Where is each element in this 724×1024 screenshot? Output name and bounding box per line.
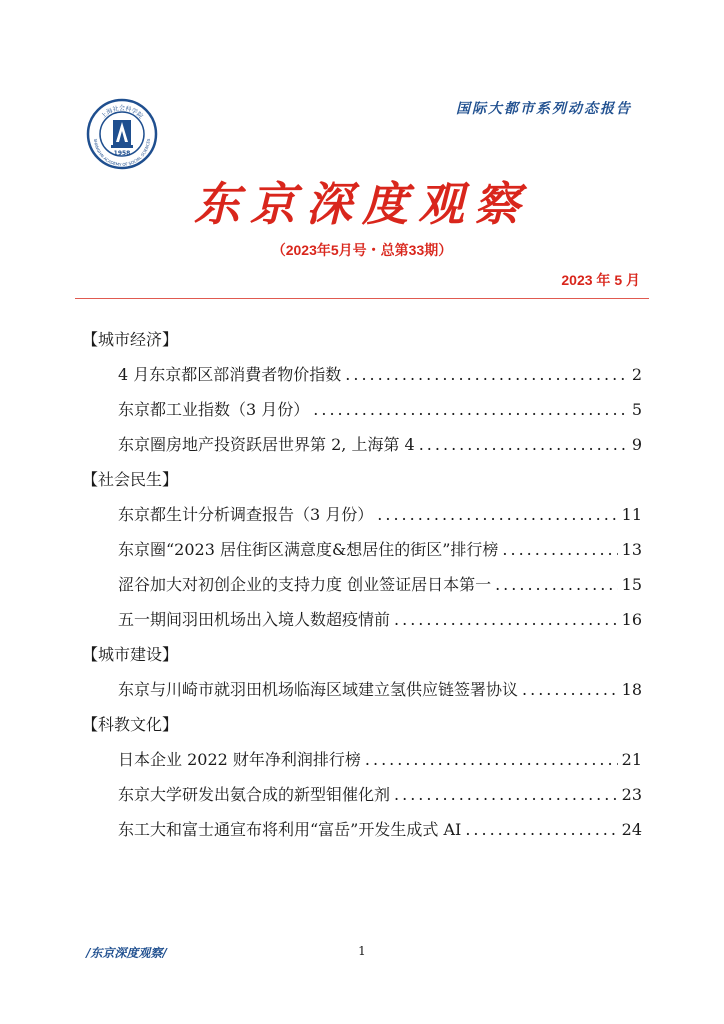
toc-entry[interactable]: [82, 567, 642, 602]
toc-entry-title: 东京都生计分析调查报告（3 月份）: [118, 505, 374, 524]
table-of-contents: [82, 322, 642, 847]
toc-entry-page: 21: [621, 750, 642, 769]
toc-section-heading: 【城市建设】: [82, 645, 179, 664]
toc-entry-title: 五一期间羽田机场出入境人数超疫情前: [118, 610, 391, 629]
toc-entry-title: 4 月东京都区部消費者物价指数: [118, 365, 342, 384]
header-divider: [75, 298, 649, 299]
toc-leader-dots: [495, 567, 618, 602]
toc-entry[interactable]: [82, 812, 642, 847]
academy-seal-icon: [86, 98, 158, 170]
toc-entry[interactable]: [82, 427, 642, 462]
toc-leader-dots: [394, 602, 618, 637]
toc-entry-title: 东京圈“2023 居住街区满意度&想居住的街区”排行榜: [118, 540, 499, 559]
toc-entry-page: 11: [621, 505, 642, 524]
toc-entry-title: 日本企业 2022 财年净利润排行榜: [118, 750, 361, 769]
toc-entry[interactable]: [82, 497, 642, 532]
toc-entry-page: 15: [621, 575, 642, 594]
toc-entry-page: 9: [631, 435, 642, 454]
toc-leader-dots: [313, 392, 628, 427]
toc-entry[interactable]: [82, 357, 642, 392]
toc-section-heading: 【科教文化】: [82, 715, 179, 734]
toc-entry-title: 东京都工业指数（3 月份）: [118, 400, 310, 419]
toc-leader-dots: [522, 672, 618, 707]
toc-entry-page: 24: [621, 820, 642, 839]
toc-entry-title: 东工大和富士通宣布将利用“富岳”开发生成式 AI: [118, 820, 462, 839]
footer-label: /东京深度观察/: [86, 946, 167, 960]
toc-leader-dots: [465, 812, 617, 847]
toc-entry-page: 16: [621, 610, 642, 629]
toc-entry[interactable]: [82, 532, 642, 567]
toc-leader-dots: [377, 497, 617, 532]
toc-entry[interactable]: [82, 392, 642, 427]
toc-leader-dots: [365, 742, 618, 777]
publication-date: 2023 年 5 月: [561, 272, 640, 288]
toc-entry-page: 2: [631, 365, 642, 384]
logo-top-text: 上海社会科学院: [99, 105, 145, 121]
toc-leader-dots: [345, 357, 628, 392]
toc-entry[interactable]: [82, 777, 642, 812]
toc-section-heading: 【社会民生】: [82, 470, 179, 489]
toc-entry-page: 18: [621, 680, 642, 699]
toc-leader-dots: [502, 532, 617, 567]
toc-section-heading: 【城市经济】: [82, 330, 179, 349]
toc-entry[interactable]: [82, 742, 642, 777]
toc-entry[interactable]: [82, 672, 642, 707]
toc-entry-page: 5: [631, 400, 642, 419]
toc-entry-title: 东京与川崎市就羽田机场临海区域建立氢供应链签署协议: [118, 680, 519, 699]
toc-leader-dots: [419, 427, 628, 462]
logo-side-text: SHANGHAI ACADEMY OF SOCIAL SCIENCES: [92, 138, 152, 168]
toc-entry-title: 东京大学研发出氨合成的新型钼催化剂: [118, 785, 391, 804]
toc-leader-dots: [394, 777, 618, 812]
logo-year: 1958: [113, 150, 131, 157]
toc-entry[interactable]: [82, 602, 642, 637]
toc-entry-page: 13: [621, 540, 642, 559]
page-title: 东京深度观察: [194, 177, 530, 231]
page-number: 1: [358, 944, 366, 958]
toc-entry-page: 23: [621, 785, 642, 804]
series-title: 国际大都市系列动态报告: [456, 101, 632, 117]
toc-entry-title: 涩谷加大对初创企业的支持力度 创业签证居日本第一: [118, 575, 492, 594]
issue-number: （2023年5月号・总第33期）: [271, 242, 453, 258]
toc-entry-title: 东京圈房地产投资跃居世界第 2, 上海第 4: [118, 435, 415, 454]
academy-logo: [86, 98, 158, 170]
